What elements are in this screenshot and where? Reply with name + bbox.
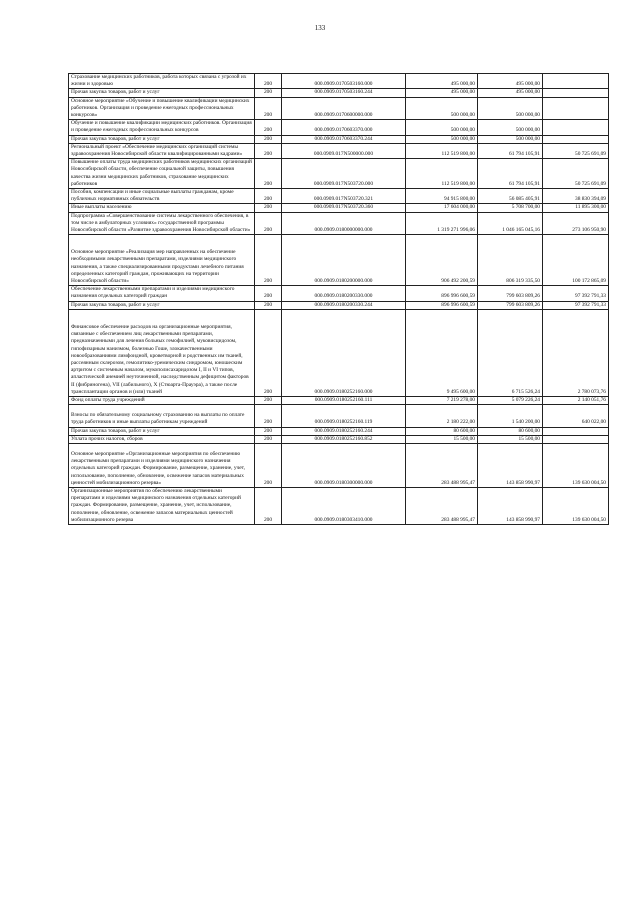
row-value-1-cell: 112 519 800,00 [406, 143, 478, 158]
budget-table-body [69, 74, 609, 525]
row-value-3-cell: 2 140 051,76 [543, 396, 609, 404]
row-value-1-cell: 2 180 222,00 [406, 405, 478, 427]
row-dept-cell: 200 [255, 159, 282, 189]
row-value-2-cell: 500 000,00 [478, 97, 543, 120]
row-value-3-cell: 273 106 950,90 [543, 212, 609, 235]
table-row [69, 286, 609, 301]
row-value-1-cell: 7 219 278,00 [406, 396, 478, 404]
row-dept-cell: 200 [255, 189, 282, 204]
row-name-cell: Фонд оплаты труда учреждений [69, 396, 255, 404]
table-row [69, 427, 609, 435]
row-code-cell: 000.0909.017N503720.321 [282, 189, 406, 204]
row-dept-cell: 200 [255, 135, 282, 143]
row-value-1-cell: 283 488 995,47 [406, 443, 478, 487]
row-name-cell: Прочая закупка товаров, работ и услуг [69, 301, 255, 309]
row-value-2-cell: 1 540 200,00 [478, 405, 543, 427]
row-code-cell: 000.0909.0180300000.000 [282, 443, 406, 487]
row-name-cell: Организационные мероприятия по обеспечению лекарственными препаратами и изделиями медицинского назначения отдельных категорий граждан. Формирование, размещение, хранение, учет, использование, пополнение, обновление, освежение запасов материальных ценностей мобилизационного резерва [69, 487, 255, 524]
table-row [69, 435, 609, 443]
row-value-2-cell: 495 000,00 [478, 89, 543, 97]
table-row [69, 309, 609, 396]
row-value-3-cell [543, 120, 609, 135]
row-name-cell: Финансовое обеспечение расходов на организационные мероприятия, связанные с обеспечением лиц лекарственными препаратами, предназначенными для лечения больных гемофилией, муковисцидозом, гипофизарным нанизмом, болезнью Гоше, злокачественными новообразованиями лимфоидной, кроветворной и родственных им тканей, рассеянным склерозом, гемолитико-уремическим синдромом, юношеским артритом с системным началом, мукополисахаридозом I, II и VI типов, апластической анемией неуточненной, наследственным дефицитом факторов II (фибриногена), VII (лабильного), X (Стюарта-Прауэра), а также после трансплантации органов и (или) тканей [69, 309, 255, 396]
row-name-cell: Обеспечение лекарственными препаратами и изделиями медицинского назначения отдельных категорий граждан [69, 286, 255, 301]
table-row [69, 396, 609, 404]
row-dept-cell: 200 [255, 427, 282, 435]
row-dept-cell: 200 [255, 396, 282, 404]
row-dept-cell: 200 [255, 286, 282, 301]
table-row [69, 212, 609, 235]
row-value-3-cell [543, 427, 609, 435]
row-value-3-cell: 640 022,00 [543, 405, 609, 427]
row-value-1-cell: 283 488 995,47 [406, 487, 478, 524]
table-row [69, 204, 609, 212]
row-code-cell: 000.0909.0180252160.111 [282, 396, 406, 404]
row-name-cell: Повышение оплаты труда медицинских работников медицинских организаций Новосибирской области, обеспечение социальной защиты, повышения качества жизни медицинских работников, страхование медицинских работников [69, 159, 255, 189]
row-name-cell: Прочая закупка товаров, работ и услуг [69, 427, 255, 435]
row-value-2-cell: 799 603 809,26 [478, 286, 543, 301]
row-name-cell: Страхование медицинских работников, работа которых связана с угрозой их жизни и здоровью [69, 74, 255, 89]
row-value-2-cell: 1 046 165 045,16 [478, 212, 543, 235]
row-code-cell: 000.0909.0170603370.000 [282, 120, 406, 135]
page-number: 133 [314, 24, 326, 32]
row-code-cell: 000.0909.017N503720.360 [282, 204, 406, 212]
row-value-2-cell: 500 000,00 [478, 120, 543, 135]
table-row [69, 405, 609, 427]
row-value-3-cell: 97 392 791,33 [543, 286, 609, 301]
row-name-cell: Региональный проект «Обеспечение медицинских организаций системы здравоохранения Новосибирской области квалифицированными кадрами» [69, 143, 255, 158]
row-value-1-cell: 112 519 800,00 [406, 159, 478, 189]
row-dept-cell: 200 [255, 309, 282, 396]
row-dept-cell: 200 [255, 89, 282, 97]
row-value-2-cell: 143 858 990,97 [478, 487, 543, 524]
row-name-cell: Основное мероприятие «Реализация мер направленных на обеспечение необходимыми лекарственными препаратами, изделиями медицинского назначения, а также специализированными продуктами лечебного питания определенных категорий граждан, проживающих на территории Новосибирской области» [69, 235, 255, 286]
row-value-1-cell: 495 000,00 [406, 74, 478, 89]
row-name-cell: Пособия, компенсации и иные социальные выплаты гражданам, кроме публичных нормативных обязательств [69, 189, 255, 204]
row-value-2-cell: 495 000,00 [478, 74, 543, 89]
row-dept-cell: 200 [255, 301, 282, 309]
row-name-cell: Уплата прочих налогов, сборов [69, 435, 255, 443]
row-dept-cell: 200 [255, 435, 282, 443]
row-name-cell: Прочая закупка товаров, работ и услуг [69, 89, 255, 97]
row-code-cell: 000.0909.0170603370.244 [282, 135, 406, 143]
row-value-1-cell: 1 319 271 996,06 [406, 212, 478, 235]
row-dept-cell: 200 [255, 235, 282, 286]
row-name-cell: Основное мероприятие «Организационные мероприятия по обеспечению лекарственными препаратами и изделиями медицинского назначения отдельных категорий граждан. Формирование, размещение, хранение, учет, использование, пополнение, обновление, освежение запасов материальных ценностей мобилизационного резерва» [69, 443, 255, 487]
table-row [69, 443, 609, 487]
row-dept-cell: 200 [255, 487, 282, 524]
row-value-1-cell: 906 492 200,59 [406, 235, 478, 286]
row-name-cell: Прочая закупка товаров, работ и услуг [69, 135, 255, 143]
row-dept-cell: 200 [255, 143, 282, 158]
row-value-3-cell: 100 172 865,09 [543, 235, 609, 286]
row-code-cell: 000.0909.0180252160.852 [282, 435, 406, 443]
row-value-1-cell: 500 000,00 [406, 97, 478, 120]
row-value-3-cell: 50 725 691,09 [543, 159, 609, 189]
table-row [69, 89, 609, 97]
table-row [69, 143, 609, 158]
table-row [69, 487, 609, 524]
table-row [69, 97, 609, 120]
row-dept-cell: 200 [255, 74, 282, 89]
table-row [69, 159, 609, 189]
row-value-1-cell: 500 000,00 [406, 135, 478, 143]
row-name-cell: Подпрограмма «Совершенствование системы лекарственного обеспечения, в том числе в амбулаторных условиях» государственной программы Новосибирской области «Развитие здравоохранения Новосибирской области» [69, 212, 255, 235]
row-value-3-cell: 11 895 300,00 [543, 204, 609, 212]
row-value-3-cell: 97 392 791,33 [543, 301, 609, 309]
row-code-cell: 000.0909.0180252160.119 [282, 405, 406, 427]
row-name-cell: Иные выплаты населению [69, 204, 255, 212]
table-row [69, 120, 609, 135]
row-name-cell: Взносы по обязательному социальному страхованию на выплаты по оплате труда работников и иные выплаты работникам учреждений [69, 405, 255, 427]
row-value-2-cell: 500 000,00 [478, 135, 543, 143]
row-value-2-cell: 5 708 700,00 [478, 204, 543, 212]
row-code-cell: 000.0909.0180252160.244 [282, 427, 406, 435]
row-dept-cell: 200 [255, 97, 282, 120]
row-name-cell: Основное мероприятие «Обучение и повышение квалификации медицинских работников. Организация и проведение ежегодных профессиональных конкурсов» [69, 97, 255, 120]
row-value-2-cell: 80 600,00 [478, 427, 543, 435]
row-code-cell: 000.0909.0170600000.000 [282, 97, 406, 120]
row-value-1-cell: 896 996 600,59 [406, 301, 478, 309]
budget-table [68, 73, 609, 525]
row-code-cell: 000.0909.0180200000.000 [282, 235, 406, 286]
row-value-3-cell: 38 830 394,09 [543, 189, 609, 204]
row-code-cell: 000.0909.0180000000.000 [282, 212, 406, 235]
row-value-2-cell: 799 603 809,26 [478, 301, 543, 309]
row-value-3-cell [543, 74, 609, 89]
row-value-3-cell [543, 89, 609, 97]
row-value-1-cell: 896 996 600,59 [406, 286, 478, 301]
row-dept-cell: 200 [255, 212, 282, 235]
row-value-2-cell: 56 085 405,91 [478, 189, 543, 204]
row-dept-cell: 200 [255, 405, 282, 427]
row-value-3-cell: 2 780 073,76 [543, 309, 609, 396]
row-name-cell: Обучение и повышение квалификации медицинских работников. Организация и проведение ежегодных профессиональных конкурсов [69, 120, 255, 135]
row-code-cell: 000.0909.0170503160.000 [282, 74, 406, 89]
row-value-2-cell: 6 715 526,24 [478, 309, 543, 396]
table-row [69, 135, 609, 143]
row-value-2-cell: 61 794 105,91 [478, 143, 543, 158]
row-value-1-cell: 17 604 000,00 [406, 204, 478, 212]
row-value-3-cell [543, 97, 609, 120]
row-value-3-cell: 139 630 004,50 [543, 443, 609, 487]
row-value-3-cell: 139 630 004,50 [543, 487, 609, 524]
row-code-cell: 000.0909.0180252160.000 [282, 309, 406, 396]
row-value-2-cell: 15 500,00 [478, 435, 543, 443]
row-value-2-cell: 5 079 226,24 [478, 396, 543, 404]
row-value-2-cell: 143 858 990,97 [478, 443, 543, 487]
row-value-3-cell: 50 725 691,09 [543, 143, 609, 158]
row-dept-cell: 200 [255, 443, 282, 487]
row-code-cell: 000.0909.017N500000.000 [282, 143, 406, 158]
row-value-3-cell [543, 135, 609, 143]
table-row [69, 235, 609, 286]
row-value-2-cell: 806 319 335,50 [478, 235, 543, 286]
table-row [69, 189, 609, 204]
row-value-1-cell: 495 000,00 [406, 89, 478, 97]
row-value-2-cell: 61 794 105,91 [478, 159, 543, 189]
row-value-1-cell: 80 600,00 [406, 427, 478, 435]
row-code-cell: 000.0909.017N503720.000 [282, 159, 406, 189]
row-value-1-cell: 500 000,00 [406, 120, 478, 135]
row-dept-cell: 200 [255, 204, 282, 212]
row-value-1-cell: 15 500,00 [406, 435, 478, 443]
row-value-1-cell: 94 915 800,00 [406, 189, 478, 204]
table-row [69, 74, 609, 89]
row-value-1-cell: 9 495 600,00 [406, 309, 478, 396]
row-dept-cell: 200 [255, 120, 282, 135]
row-code-cell: 000.0909.0180303410.000 [282, 487, 406, 524]
row-code-cell: 000.0909.0170503160.244 [282, 89, 406, 97]
row-code-cell: 000.0909.0180200330.000 [282, 286, 406, 301]
table-row [69, 301, 609, 309]
row-code-cell: 000.0909.0180200330.244 [282, 301, 406, 309]
row-value-3-cell [543, 435, 609, 443]
